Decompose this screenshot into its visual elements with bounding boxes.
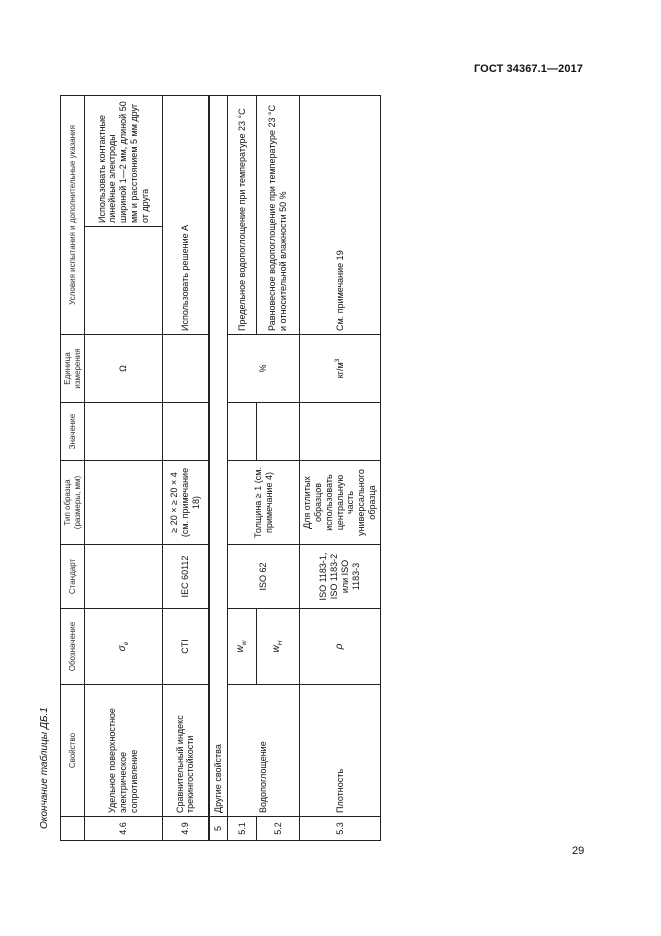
page-number: 29: [572, 845, 585, 857]
table-row: [228, 95, 257, 840]
row-condition-empty: [85, 227, 163, 335]
row-number: 5.1: [228, 817, 257, 841]
row-value: [300, 403, 381, 461]
row-value: [228, 403, 257, 461]
header-value: Значение: [61, 403, 85, 461]
row-specimen: ≥ 20 × ≥ 20 × 4 (см. примечание 18): [163, 461, 209, 545]
row-condition: Использовать решение A: [163, 95, 209, 334]
row-property: Водопоглощение: [228, 685, 300, 817]
row-standard: ISO 62: [228, 545, 300, 609]
row-designation: [228, 609, 257, 685]
properties-table: [60, 95, 381, 841]
unit-superscript: 3: [334, 358, 342, 363]
table-caption: Окончание таблицы ДБ.1: [39, 707, 50, 829]
table-row: [85, 95, 163, 840]
designation-symbol: w: [235, 645, 247, 653]
row-condition: Использовать контактные линейные электроды шириной 1—2 мм, длиной 50 мм и расстоянием 5 мм друг от друга: [85, 95, 163, 226]
header-specimen: Тип образца (размеры, мм): [61, 461, 85, 545]
row-unit: %: [228, 335, 300, 403]
row-number: 4.9: [163, 817, 209, 841]
row-designation: [257, 609, 300, 685]
unit-base: кг/м: [335, 362, 346, 379]
header-number: [61, 817, 85, 841]
header-designation: Обозначение: [61, 609, 85, 685]
row-value: [85, 403, 163, 461]
header-unit: Единица измерения: [61, 335, 85, 403]
rotated-table-block: [39, 96, 385, 841]
row-standard: IEC 60112: [163, 545, 209, 609]
designation-subscript: e: [122, 641, 130, 646]
row-number: 5.3: [300, 817, 381, 841]
row-number: 5.2: [257, 817, 300, 841]
table-section-row: [209, 95, 228, 840]
row-condition: Равновесное водопоглощение при температуре 23 °C и относительной влажности 50 %: [257, 95, 300, 334]
row-value: [163, 403, 209, 461]
table-row: [300, 95, 381, 840]
table-row: [163, 95, 209, 840]
table-header-row: [61, 95, 85, 840]
header-property: Свойство: [61, 685, 85, 817]
row-designation: [300, 609, 381, 685]
designation-symbol: σ: [116, 645, 128, 652]
designation-subscript: H: [277, 640, 285, 646]
designation-subscript: w: [241, 640, 249, 646]
row-property: Сравнительный индекс трекингостойкости: [163, 685, 209, 817]
row-number: 4.6: [85, 817, 163, 841]
row-standard: [85, 545, 163, 609]
row-specimen: Для отлитых образцов использовать центральную часть универсального образца: [300, 461, 381, 545]
row-unit: [300, 335, 381, 403]
document-standard-number: ГОСТ 34367.1—2017: [473, 63, 583, 75]
header-conditions: Условия испытания и дополнительные указания: [61, 95, 85, 334]
row-unit: Ω: [85, 335, 163, 403]
row-property: Удельное поверхностное электрическое сопротивление: [85, 685, 163, 817]
row-specimen: Толщина ≥ 1 (см. примечание 4): [228, 461, 300, 545]
row-property: Плотность: [300, 685, 381, 817]
section-number: 5: [209, 817, 228, 841]
row-standard: ISO 1183-1, ISO 1183-2 или ISO 1183-3: [300, 545, 381, 609]
row-unit: [163, 335, 209, 403]
row-designation: [85, 609, 163, 685]
row-condition: Предельное водопоглощение при температуре 23 °C: [228, 95, 257, 334]
row-condition: См. примечание 19: [300, 95, 381, 334]
section-title: Другие свойства: [209, 95, 228, 816]
row-designation: CTI: [163, 609, 209, 685]
row-specimen: [85, 461, 163, 545]
designation-symbol: w: [271, 645, 283, 653]
row-value: [257, 403, 300, 461]
header-standard: Стандарт: [61, 545, 85, 609]
designation-symbol: ρ: [333, 643, 345, 650]
